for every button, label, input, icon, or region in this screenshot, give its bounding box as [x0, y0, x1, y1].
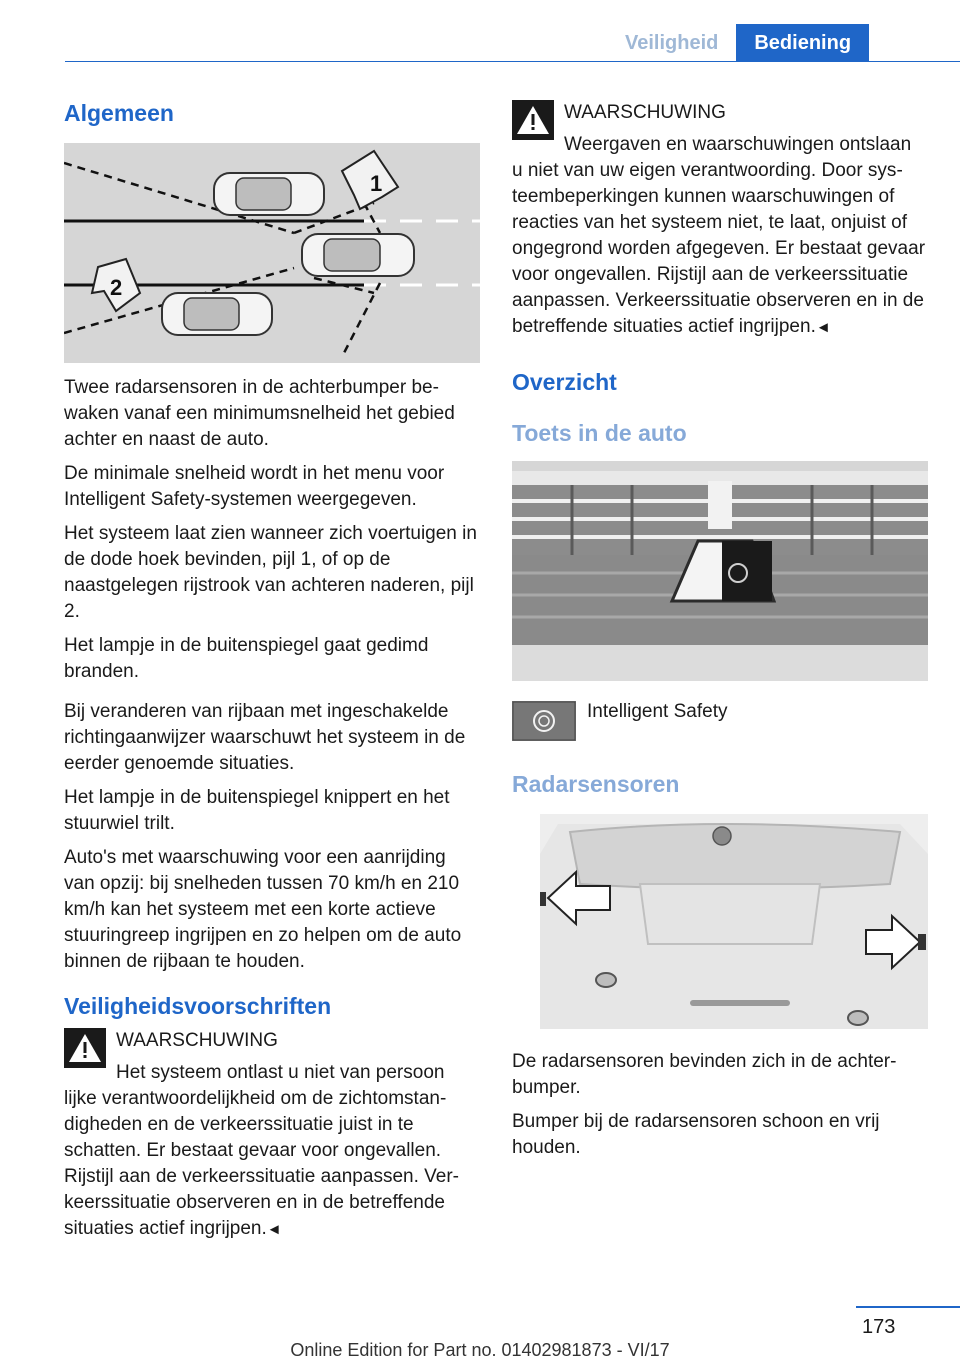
warning-triangle-icon — [512, 100, 554, 140]
paragraph: Bumper bij de radarsensoren schoon en vrij houden. — [512, 1111, 880, 1158]
warning-triangle-icon — [64, 1028, 106, 1068]
dashboard-button-photo — [512, 461, 928, 681]
header-divider — [65, 61, 960, 62]
footer-edition: Online Edition for Part no. 01402981873 - VI/17 — [290, 1340, 670, 1360]
right-column — [512, 100, 928, 1161]
warning-block — [512, 100, 928, 341]
warning-body: u niet van uw eigen verantwoording. Door systeembeperkingen kunnen waarschuwingen of reacties van het systeem niet, te laat, onjuist of ongegrond worden afgegeven. Er bestaat gevaar voor ongevallen. Rijstijl aan de verkeerssituatie aanpassen. Verkeerssituatie observeren en in de betreffende situaties actief ingrijpen. — [512, 160, 926, 337]
blind-spot-illustration — [64, 143, 480, 363]
warning-text — [64, 1086, 480, 1243]
tab-veiligheid[interactable]: Veiligheid — [625, 32, 719, 54]
vent-illustration — [512, 461, 928, 681]
paragraph: Het systeem laat zien wanneer zich voertuigen in de dode hoek bevinden, pijl 1, of op de naastgelegen rijstrook van achteren naderen, pijl 2. — [64, 523, 477, 622]
header-tabs — [607, 24, 869, 62]
tab-bediening[interactable]: Bediening — [736, 24, 869, 62]
paragraph: Twee radarsensoren in de achterbumper bewaken vanaf een minimumsnelheid het gebied achter en naast de auto. — [64, 377, 455, 450]
footer-divider — [856, 1306, 960, 1308]
car-icon — [162, 293, 272, 335]
warning-body: lijke verantwoordelijkheid om de zichtomstandigheden en de verkeerssituatie juist in te schatten. Er bestaat gevaar voor ongevallen. Rijstijl aan de verkeerssituatie aanpassen. Verkeerssituatie observeren en in de betreffende situaties actief ingrijpen. — [64, 1088, 459, 1239]
warning-title: WAARSCHUWING — [564, 102, 726, 123]
warning-text — [512, 158, 928, 341]
svg-text:2: 2 — [110, 275, 123, 300]
paragraph: Het lampje in de buitenspiegel knippert en het stuurwiel trilt. — [64, 787, 450, 834]
heading-toets-in-de-auto: Toets in de auto — [512, 420, 687, 446]
intelligent-safety-button-icon[interactable] — [512, 701, 576, 741]
warning-title: WAARSCHUWING — [116, 1030, 278, 1051]
paragraph: Auto's met waarschuwing voor een aanrijding van opzij: bij snelheden tussen 70 km/h en 210 km/h kan het systeem met een korte actieve stuuringreep ingrijpen en zo helpen om de auto binnen de rijbaan te houden. — [64, 847, 462, 972]
svg-text:1: 1 — [370, 171, 383, 196]
heading-veiligheidsvoorschriften: Veiligheidsvoorschriften — [64, 993, 332, 1019]
paragraph: De minimale snelheid wordt in het menu voor Intelligent Safety-systemen weergegeven. — [64, 463, 445, 510]
end-mark: ◄ — [266, 1221, 282, 1238]
heading-overzicht: Overzicht — [512, 369, 617, 395]
warning-block — [64, 1028, 480, 1243]
heading-algemeen: Algemeen — [64, 100, 174, 126]
intelligent-safety-row — [512, 701, 928, 741]
paragraph: De radarsensoren bevinden zich in de achterbumper. — [512, 1051, 897, 1098]
paragraph: Het lampje in de buitenspiegel gaat gedimd branden. — [64, 635, 429, 682]
intelligent-safety-label: Intelligent Safety — [587, 701, 728, 722]
car-icon — [214, 173, 324, 215]
warning-first-line: Het systeem ontlast u niet van persoon — [116, 1062, 445, 1083]
bumper-illustration — [540, 814, 928, 1029]
car-icon — [302, 234, 414, 276]
heading-radarsensoren: Radarsensoren — [512, 771, 680, 797]
rear-bumper-photo — [540, 814, 928, 1029]
page-number: 173 — [862, 1316, 896, 1338]
end-mark: ◄ — [815, 319, 831, 336]
road-diagram — [64, 143, 480, 363]
paragraph: Bij veranderen van rijbaan met ingeschakelde richtingaanwijzer waarschuwt het systeem in de eerder genoemde situaties. — [64, 701, 466, 774]
warning-first-line: Weergaven en waarschuwingen ontslaan — [564, 134, 912, 155]
left-column — [64, 100, 480, 1243]
